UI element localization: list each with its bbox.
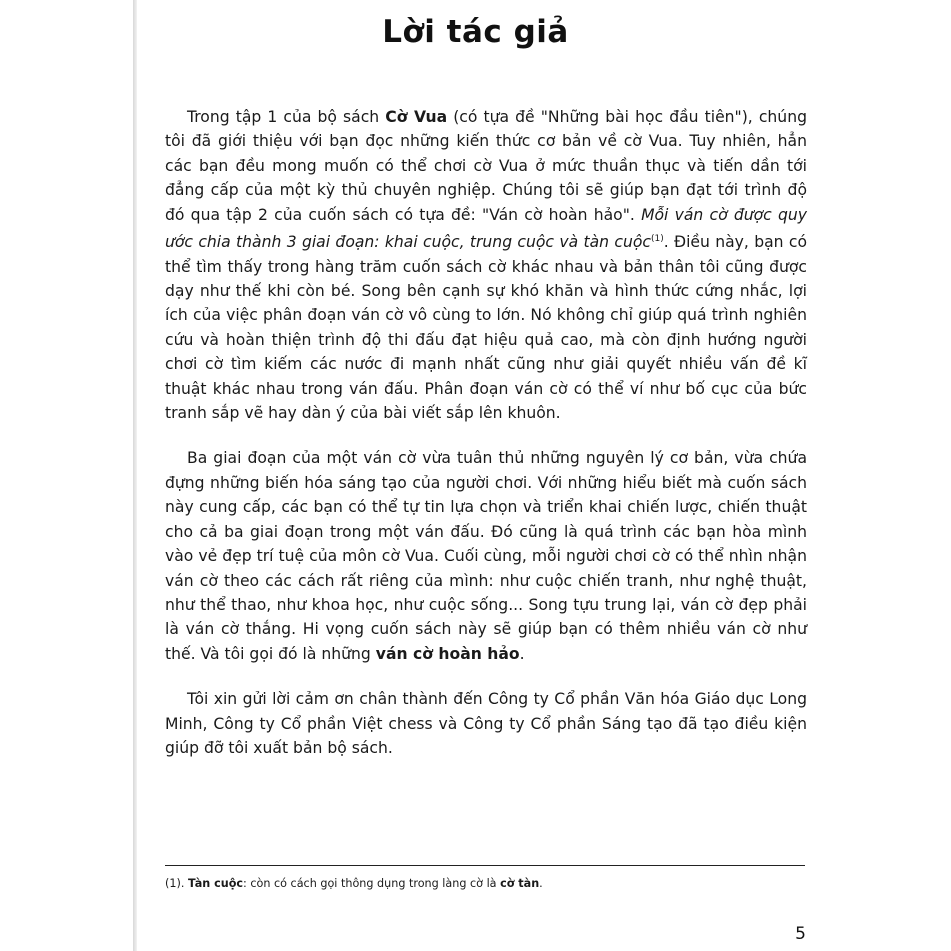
footnote-text-2: . [539, 877, 543, 890]
footnote-term2-bold: cờ tàn [500, 877, 540, 890]
page-gutter-edge [133, 0, 137, 951]
paragraph-intro [165, 105, 807, 425]
book-title-bold: Cờ Vua [385, 108, 448, 126]
page-number: 5 [795, 924, 806, 944]
paragraph-phases-text-1: Ba giai đoạn của một ván cờ vừa tuân thủ những nguyên lý cơ bản, vừa chứa đựng những biến hóa sáng tạo của người chơi. Với những hiểu biết mà cuốn sách này cung cấp, các bạn có thể tự tin lựa chọn và triển khai chiến lược, chiến thuật cho cả ba giai đoạn trong một ván đấu. Đó cũng là quá trình các bạn hòa mình vào vẻ đẹp trí tuệ của môn cờ Vua. Cuối cùng, mỗi người chơi cờ có thể nhìn nhận ván cờ theo các cách rất riêng của mình: như cuộc chiến tranh, như nghệ thuật, như thể thao, như khoa học, như cuộc sống... Song tựu trung lại, ván cờ đẹp phải là ván cờ thắng. Hi vọng cuốn sách này sẽ giúp bạn có thêm nhiều ván cờ như thế. Và tôi gọi đó là những [165, 449, 807, 663]
footnote-text-1: : còn có cách gọi thông dụng trong làng cờ là [243, 877, 501, 890]
main-text [165, 105, 807, 760]
paragraph-intro-text-1: Trong tập 1 của bộ sách [187, 108, 386, 126]
paragraph-intro-text-2: (có tựa đề "Những bài học đầu tiên"), chúng tôi đã giới thiệu với bạn đọc những kiến thức cơ bản về cờ Vua. Tuy nhiên, hẳn các bạn đều mong muốn có thể chơi cờ Vua ở mức thuần thục và tiến dần tới đẳng cấp của một kỳ thủ chuyên nghiệp. Chúng tôi sẽ giúp bạn đạt tới trình độ đó qua tập 2 của cuốn sách có tựa đề: "Ván cờ hoàn hảo". [165, 108, 807, 224]
phases-italic: Mỗi ván cờ được quy ước chia thành 3 giai đoạn: khai cuộc, trung cuộc và tàn cuộc [165, 205, 807, 252]
paragraph-thanks: Tôi xin gửi lời cảm ơn chân thành đến Công ty Cổ phần Văn hóa Giáo dục Long Minh, Công ty Cổ phần Việt chess và Công ty Cổ phần Sáng tạo đã tạo điều kiện giúp đỡ tôi xuất bản bộ sách. [165, 690, 807, 757]
paragraph-phases [165, 446, 807, 666]
paragraph-phases-text-2: . [519, 644, 525, 663]
footnote [165, 876, 807, 892]
footnote-reference: (1) [650, 234, 664, 245]
perfect-game-bold: ván cờ hoàn hảo [375, 644, 520, 663]
footnote-divider [165, 865, 805, 866]
facing-page-margin [0, 0, 133, 951]
paragraph-intro-text-3: . Điều này, bạn có thể tìm thấy trong hàng trăm cuốn sách cờ khác nhau và bản thân tôi cũng được dạy như thế khi còn bé. Song bên cạnh sự khó khăn và hình thức cứng nhắc, lợi ích của việc phân đoạn ván cờ vô cùng to lớn. Nó không chỉ giúp quá trình nghiên cứu và hoàn thiện trình độ thi đấu đạt hiệu quả cao, mà còn định hướng người chơi cờ tìm kiếm các nước đi mạnh nhất cũng như giải quyết nhiều vấn đề kĩ thuật khác nhau trong ván đấu. Phân đoạn ván cờ có thể ví như bố cục của bức tranh sắp vẽ hay dàn ý của bài viết sắp lên khuôn. [165, 233, 807, 423]
page-title: Lời tác giả [382, 14, 569, 50]
footnote-term-bold: Tàn cuộc [187, 877, 244, 890]
footnote-marker: (1). [165, 877, 188, 890]
